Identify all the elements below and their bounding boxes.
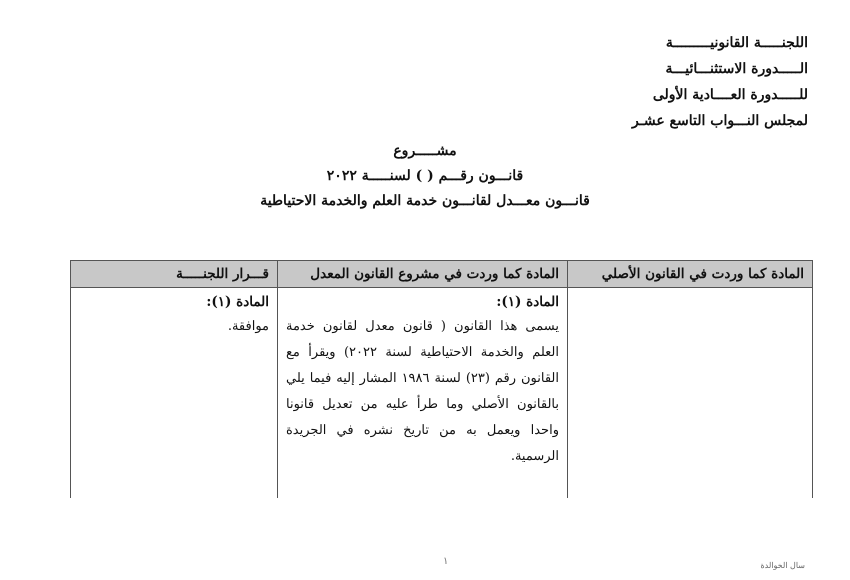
committee-line-4: لمجلس النـــواب التاسع عشـر <box>632 113 808 129</box>
amended-article-text: يسمى هذا القانون ( قانون معدل لقانون خدمة العلم والخدمة الاحتياطية لسنة ٢٠٢٢) ويقرأ مع القانون رقم (٢٣) لسنة ١٩٨٦ المشار إليه فيما يلي بالقانون الأصلي وما طرأ عليه من تعديل قانونا واحدا ويعمل به من تاريخ نشره في الجريدة الرسمية. <box>286 319 559 464</box>
decision-article-title: المادة (١): <box>206 294 269 310</box>
comparison-table <box>70 260 813 498</box>
law-number-title: قانـــون رقـــم ( ) لسنـــــة ٢٠٢٢ <box>326 168 524 184</box>
cell-committee-decision <box>71 288 278 499</box>
cell-amended-article <box>278 288 568 499</box>
committee-line-3: للـــــدورة العــــادية الأولى <box>652 87 808 103</box>
committee-line-1: اللجنـــــة القانونيـــــــــة <box>665 35 808 51</box>
project-label: مشـــــروع <box>393 143 457 159</box>
law-subject-title: قانـــون معـــدل لقانـــون خدمة العلم والخدمة الاحتياطية <box>260 193 590 209</box>
cell-original-article <box>568 288 813 499</box>
header-amended-article: المادة كما وردت في مشروع القانون المعدل <box>278 261 568 288</box>
committee-line-2: الـــــدورة الاستثنـــائيـــة <box>665 61 808 77</box>
table-header-row <box>71 261 813 288</box>
comparison-table-container <box>70 260 812 498</box>
header-committee-decision: قـــرار اللجنـــــة <box>71 261 278 288</box>
decision-text: موافقة. <box>227 319 269 334</box>
committee-header <box>558 30 808 134</box>
footer-note: سال الخوالدة <box>760 561 805 570</box>
amended-article-title: المادة (١): <box>496 294 559 310</box>
header-original-article: المادة كما وردت في القانون الأصلي <box>568 261 813 288</box>
table-row <box>71 288 813 499</box>
page-mark: ١ <box>443 556 449 567</box>
